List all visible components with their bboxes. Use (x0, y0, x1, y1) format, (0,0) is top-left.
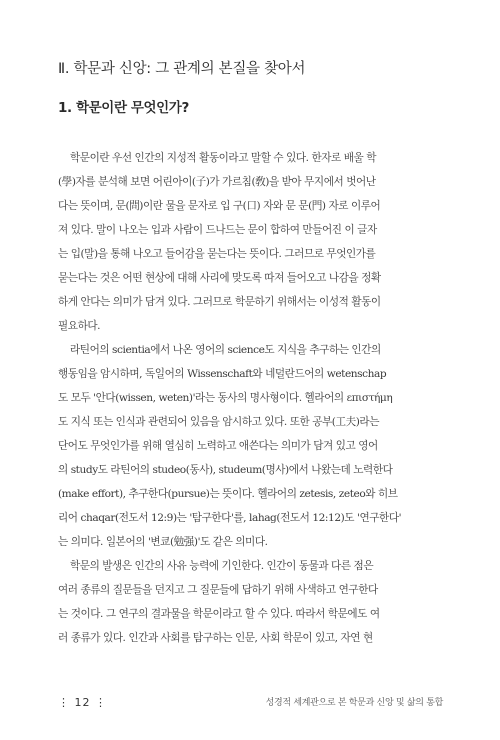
text-line: 학문이란 우선 인간의 지성적 활동이라고 말할 수 있다. 한자로 배울 학 (70, 152, 377, 164)
page-number: ⋮ 12 ⋮ (58, 696, 107, 709)
text-line: 는 의미다. 일본어의 '변쿄(勉强)'도 같은 의미다. (58, 536, 268, 548)
text-line: 는 것이다. 그 연구의 결과물을 학문이라고 할 수 있다. 따라서 학문에도 여 (58, 608, 380, 620)
text-line: 필요하다. (58, 320, 101, 332)
text-line: (學)자를 분석해 보면 어린아이(子)가 가르침(敎)을 받아 무지에서 벗어난 (58, 176, 376, 188)
text-line: 러 종류가 있다. 인간과 사회를 탐구하는 인문, 사회 학문이 있고, 자연 현 (58, 632, 373, 644)
text-line: 라틴어의 scientia에서 나온 영어의 science도 지식을 추구하는 인간의 (70, 344, 381, 356)
text-line: 다는 뜻이며, 문(問)이란 물을 문자로 입 구(口) 자와 문 문(門) 자로 이루어 (58, 200, 381, 212)
text-line: (make effort), 추구한다(pursue)는 뜻이다. 헬라어의 zetesis, zeteo와 히브 (58, 488, 398, 500)
running-title: 성경적 세계관으로 본 학문과 신앙 및 삶의 통합 (265, 698, 443, 708)
text-line: 하게 안다는 의미가 담겨 있다. 그러므로 학문하기 위해서는 이성적 활동이 (58, 296, 381, 308)
text-line: 의 study도 라틴어의 studeo(동사), studeum(명사)에서 나왔는데 노력한다 (58, 464, 393, 476)
text-line: 는 입(말)을 통해 나오고 들어감을 묻는다는 뜻이다. 그러므로 무엇인가를 (58, 248, 376, 260)
text-line: 행동임을 암시하며, 독일어의 Wissenschaft와 네덜란드어의 wetenschap (58, 368, 387, 380)
text-line: 묻는다는 것은 어떤 현상에 대해 사리에 맞도록 따져 들어오고 나감을 정확 (58, 272, 381, 284)
text-line: 학문의 발생은 인간의 사유 능력에 기인한다. 인간이 동물과 다른 점은 (70, 560, 374, 572)
text-line: 져 있다. 말이 나오는 입과 사람이 드나드는 문이 합하여 만들어진 이 글자 (58, 224, 377, 236)
text-line: 리어 chaqar(전도서 12:9)는 '탐구한다'를, lahag(전도서 12:12)도 '연구한다' (58, 512, 402, 524)
text-line: 단어도 무엇인가를 위해 열심히 노력하고 애쓴다는 의미가 담겨 있고 영어 (58, 440, 378, 452)
text-line: 도 모두 '안다(wissen, weten)'라는 동사의 명사형이다. 헬라어의 επιστήμη (58, 392, 393, 404)
body-text (58, 146, 443, 650)
text-line: 도 지식 또는 인식과 관련되어 있음을 암시하고 있다. 또한 공부(工夫)라는 (58, 416, 379, 428)
chapter-title: Ⅱ. 학문과 신앙: 그 관계의 본질을 찾아서 (58, 61, 306, 77)
section-title: 1. 학문이란 무엇인가? (58, 100, 189, 116)
page-footer (58, 695, 443, 711)
text-line: 여러 종류의 질문들을 던지고 그 질문들에 답하기 위해 사색하고 연구한다 (58, 584, 378, 596)
